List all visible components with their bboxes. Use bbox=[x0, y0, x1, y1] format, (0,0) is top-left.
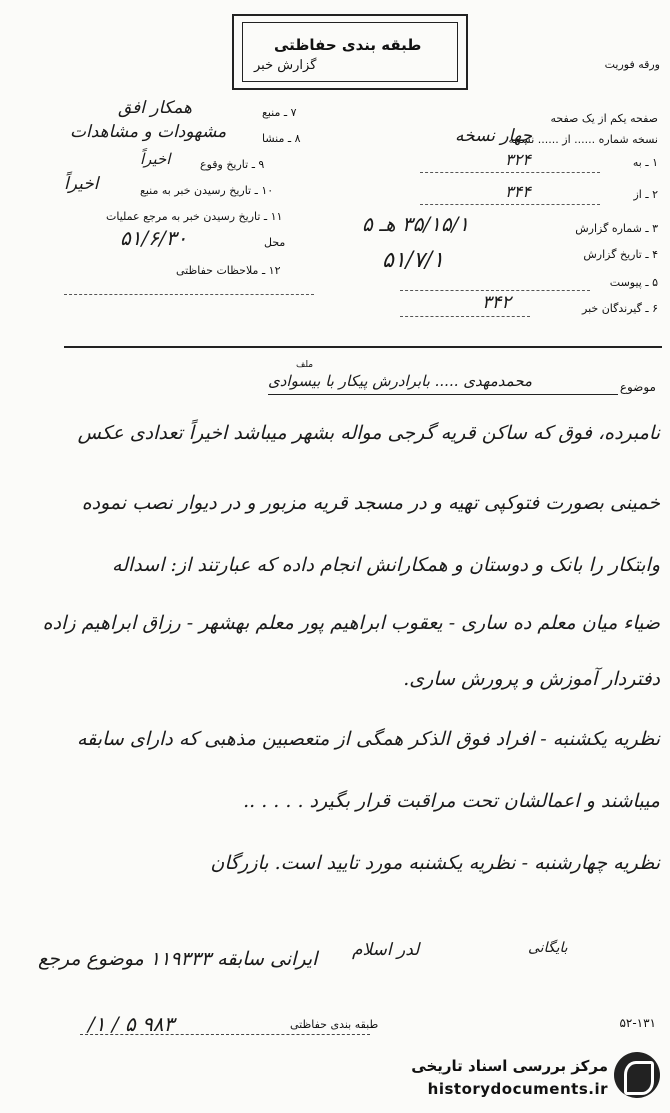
field-place-label: محل bbox=[264, 236, 286, 249]
field-source-label: ۷ ـ منبع bbox=[262, 106, 297, 119]
form-type-label: ورقه فوریت bbox=[604, 58, 660, 71]
body-line-8: نظریه چهارشنبه - نظریه یکشنبه مورد تایید است. بازرگان bbox=[210, 852, 660, 874]
stamp-line-1: طبقه بندی حفاظتی bbox=[274, 36, 422, 54]
subject-text: محمدمهدی ..... بابرادرش پیکار با بیسوادی bbox=[268, 372, 533, 390]
field-report-date-label: ۴ ـ تاریخ گزارش bbox=[583, 248, 658, 261]
field-security-notes-label: ۱۲ ـ ملاحظات حفاظتی bbox=[176, 264, 281, 277]
stamp-line-2: گزارش خبر bbox=[254, 58, 317, 73]
copy-count-line: نسخه شماره ...... از ...... نسخه bbox=[508, 133, 658, 146]
body-line-6: نظریه یکشنبه - افراد فوق الذکر همگی از متعصبین مذهبی که دارای سابقه bbox=[76, 728, 660, 750]
field-report-date-value: ۵۱/۷/۱ bbox=[382, 248, 445, 273]
field-occurrence-date-label: ۹ ـ تاریخ وقوع bbox=[200, 158, 265, 171]
field-source-receipt-date-label: ۱۰ ـ تاریخ رسیدن خبر به منبع bbox=[140, 184, 274, 197]
field-report-number-label: ۳ ـ شماره گزارش bbox=[575, 222, 658, 235]
field-report-number-value: ۳۵/۱۵/۱ هـ ۵ bbox=[362, 212, 470, 236]
field-to-label: ۱ ـ به bbox=[632, 156, 658, 169]
field-operations-receipt-date-label: ۱۱ ـ تاریخ رسیدن خبر به مرجع عملیات bbox=[106, 210, 283, 223]
classification-stamp bbox=[232, 14, 468, 90]
bottom-note-right: بایگانی bbox=[528, 940, 568, 956]
bottom-note-middle: لدر اسلام bbox=[352, 940, 420, 960]
footer-form-code: ۵۲-۱۳۱ bbox=[619, 1016, 656, 1030]
subject-label: موضوع bbox=[619, 380, 656, 394]
field-source-value: همکار افق bbox=[118, 98, 193, 118]
archive-logo-icon bbox=[614, 1052, 660, 1098]
copy-count-handwritten: چهار نسخه bbox=[455, 126, 533, 146]
field-occurrence-date-value: اخیراً bbox=[140, 150, 171, 168]
footer-handwritten: ۹۸۳ ۵ / ۱/ bbox=[88, 1012, 175, 1036]
field-place-value: ۵۱/۶/۳۰ bbox=[120, 226, 188, 250]
field-source-receipt-date-value: اخیراً bbox=[64, 174, 99, 194]
body-line-3: وابتکار را بانک و دوستان و همکارانش انجام داده که عبارتند از: اسداله bbox=[112, 554, 660, 576]
subject-note: ملف bbox=[296, 360, 314, 370]
field-recipients-value: ۳۴۲ bbox=[482, 292, 512, 313]
bottom-note-left: ایرانی سابقه ۱۱۹۳۳۳ موضوع مرجع bbox=[38, 948, 318, 970]
field-attachment-label: ۵ ـ پیوست bbox=[609, 276, 658, 289]
body-line-5: دفتردار آموزش و پرورش ساری. bbox=[403, 668, 660, 690]
field-from-value: ۳۴۴ bbox=[505, 182, 531, 201]
body-line-2: خمینی بصورت فتوکپی تهیه و در مسجد قریه مزبور و در دیوار نصب نموده bbox=[81, 492, 660, 514]
archive-url: historydocuments.ir bbox=[427, 1080, 608, 1098]
archive-org-name: مرکز بررسی اسناد تاریخی bbox=[411, 1057, 608, 1075]
page-count-line: صفحه یکم از یک صفحه bbox=[550, 112, 658, 125]
field-from-label: ۲ ـ از bbox=[633, 188, 658, 201]
field-to-value: ۳۲۴ bbox=[505, 150, 531, 169]
field-origin-label: ۸ ـ منشا bbox=[262, 132, 301, 145]
body-line-7: میباشند و اعمالشان تحت مراقبت قرار بگیرد . . . . .. bbox=[243, 790, 660, 812]
body-line-1: نامبرده، فوق که ساکن قریه گرجی مواله بشهر میباشد اخیراً تعدادی عکس bbox=[77, 422, 660, 444]
field-recipients-label: ۶ ـ گیرندگان خبر bbox=[582, 302, 658, 315]
body-line-4: ضیاء میان معلم ده ساری - یعقوب ابراهیم پور معلم بهشهر - رزاق ابراهیم زاده bbox=[42, 612, 660, 634]
field-origin-value: مشهودات و مشاهدات bbox=[70, 122, 227, 142]
footer-classification-label: طبقه بندی حفاظتی bbox=[290, 1018, 379, 1031]
